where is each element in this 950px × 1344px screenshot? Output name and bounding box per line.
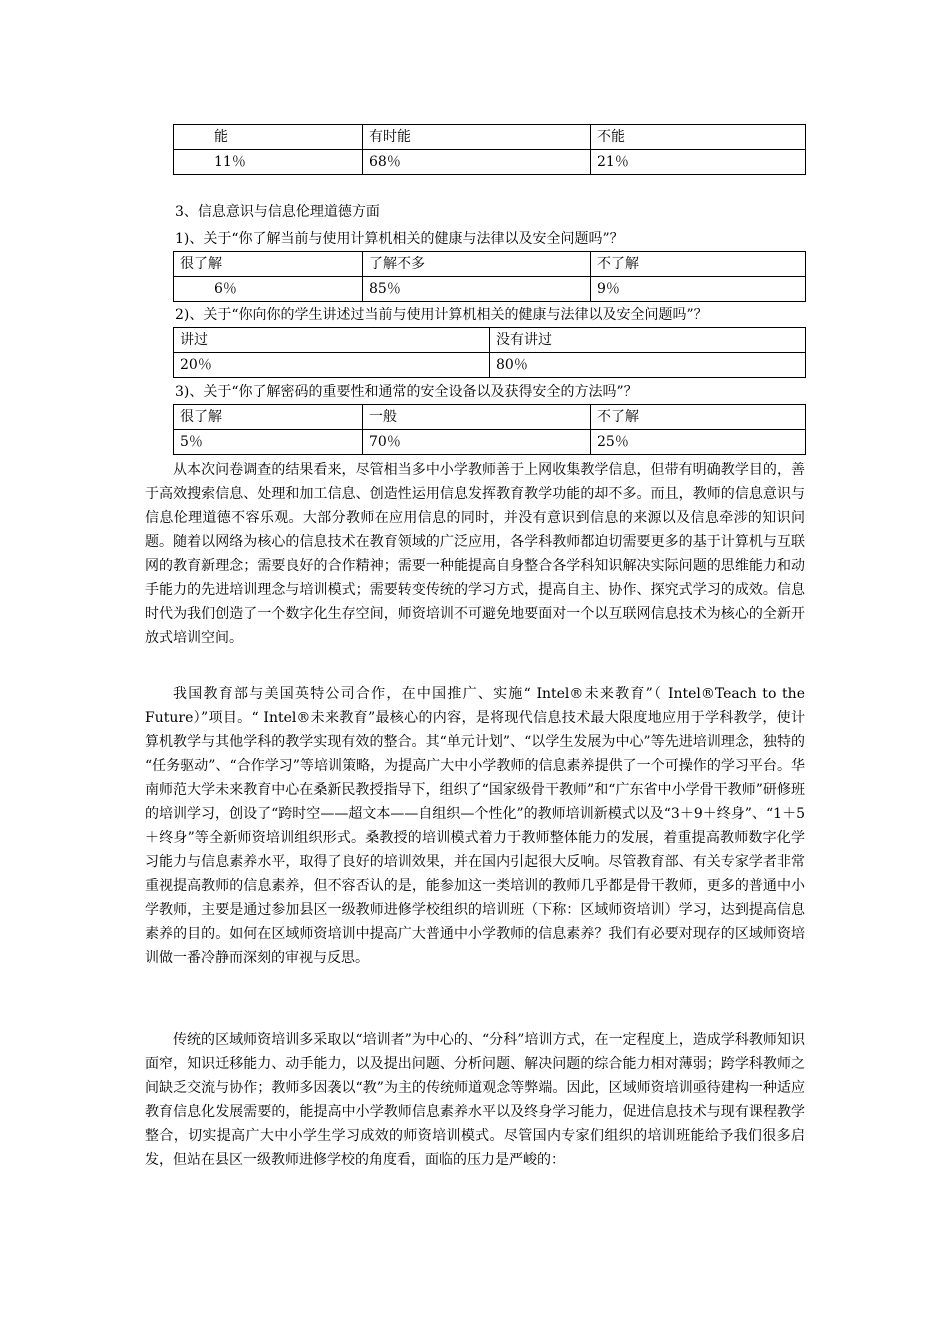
table-cell: 不了解: [591, 252, 806, 277]
table-cell: 很了解: [174, 252, 363, 277]
table-row: [174, 328, 806, 353]
question-3-table: [173, 404, 806, 455]
table-cell: 80％: [490, 353, 806, 378]
table-row: [174, 252, 806, 277]
table-cell: 6％: [174, 277, 363, 302]
table-cell: 不能: [591, 125, 806, 150]
table-cell: 25％: [591, 430, 806, 455]
table-cell: 68％: [363, 150, 591, 175]
table-row: [174, 277, 806, 302]
table-cell: 5％: [174, 430, 363, 455]
table-row: [174, 125, 806, 150]
paragraph-intel-future-education: 我国教育部与美国英特公司合作，在中国推广、实施“ Intel®未来教育”（ Intel®Teach to the Future）”项目。“ Intel®未来教育”最核心的内容，是将现代信息技术最大限度地应用于学科教学，使计算机教学与其他学科的教学实现有效的整合。其“单元计划”、“以学生发展为中心”等先进培训理念，独特的 “任务驱动”、“合作学习”等培训策略，为提高广大中小学教师的信息素养提供了一个可操作的学习平台。华南师范大学未来教育中心在桑新民教授指导下，组织了“国家级骨干教师”和“广东省中小学骨干教师”研修班的培训学习，创设了“跨时空——超文本——自组织—个性化”的教师培训新模式以及“3＋9＋终身”、“1＋5＋终身”等全新师资培训组织形式。桑教授的培训模式着力于教师整体能力的发展，着重提高教师数字化学习能力与信息素养水平，取得了良好的培训效果，并在国内引起很大反响。尽管教育部、有关专家学者非常重视提高教师的信息素养，但不容否认的是，能参加这一类培训的教师几乎都是骨干教师，更多的普通中小学教师，主要是通过参加县区一级教师进修学校组织的培训班（下称：区域师资培训）学习，达到提高信息素养的目的。如何在区域师资培训中提高广大普通中小学教师的信息素养？我们有必要对现存的区域师资培训做一番冷静而深刻的审视与反思。: [145, 686, 805, 966]
table-row: [174, 430, 806, 455]
table-cell: 没有讲过: [490, 328, 806, 353]
table-cell: 一般: [363, 405, 591, 430]
table-cell: 21％: [591, 150, 806, 175]
table-cell: 有时能: [363, 125, 591, 150]
ability-table: [173, 124, 806, 175]
question-1-table: [173, 251, 806, 302]
question-2-table: [173, 327, 806, 378]
table-cell: 很了解: [174, 405, 363, 430]
section-heading: 3、信息意识与信息伦理道德方面: [175, 204, 380, 220]
question-3: 3)、关于“你了解密码的重要性和通常的安全设备以及获得安全的方法吗”？: [175, 384, 638, 400]
table-cell: 讲过: [174, 328, 490, 353]
paragraph-survey-conclusion: 从本次问卷调查的结果看来，尽管相当多中小学教师善于上网收集教学信息，但带有明确教学目的，善于高效搜索信息、处理和加工信息、创造性运用信息发挥教育教学功能的却不多。而且，教师的信息意识与信息伦理道德不容乐观。大部分教师在应用信息的同时，并没有意识到信息的来源以及信息牵涉的知识问题。随着以网络为核心的信息技术在教育领域的广泛应用，各学科教师都迫切需要更多的基于计算机与互联网的教育新理念；需要良好的合作精神；需要一种能提高自身整合各学科知识解决实际问题的思维能力和动手能力的先进培训理念与培训模式；需要转变传统的学习方式，提高自主、协作、探究式学习的成效。信息时代为我们创造了一个数字化生存空间，师资培训不可避免地要面对一个以互联网信息技术为核心的全新开放式培训空间。: [145, 462, 805, 646]
table-cell: 能: [174, 125, 363, 150]
table-cell: 9％: [591, 277, 806, 302]
table-cell: 70％: [363, 430, 591, 455]
table-cell: 11％: [174, 150, 363, 175]
table-cell: 了解不多: [363, 252, 591, 277]
table-cell: 不了解: [591, 405, 806, 430]
table-cell: 85％: [363, 277, 591, 302]
table-row: [174, 150, 806, 175]
table-row: [174, 405, 806, 430]
table-cell: 20％: [174, 353, 490, 378]
paragraph-traditional-training: 传统的区域师资培训多采取以“培训者”为中心的、“分科”培训方式，在一定程度上，造成学科教师知识面窄，知识迁移能力、动手能力，以及提出问题、分析问题、解决问题的综合能力相对薄弱；跨学科教师之间缺乏交流与协作；教师多因袭以“教”为主的传统师道观念等弊端。因此，区域师资培训亟待建构一种适应教育信息化发展需要的，能提高中小学教师信息素养水平以及终身学习能力，促进信息技术与现有课程教学整合，切实提高广大中小学生学习成效的师资培训模式。尽管国内专家们组织的培训班能给予我们很多启发，但站在县区一级教师进修学校的角度看，面临的压力是严峻的：: [145, 1032, 805, 1168]
question-2: 2)、关于“你向你的学生讲述过当前与使用计算机相关的健康与法律以及安全问题吗”？: [175, 307, 708, 323]
question-1: 1)、关于“你了解当前与使用计算机相关的健康与法律以及安全问题吗”？: [175, 231, 624, 247]
table-row: [174, 353, 806, 378]
